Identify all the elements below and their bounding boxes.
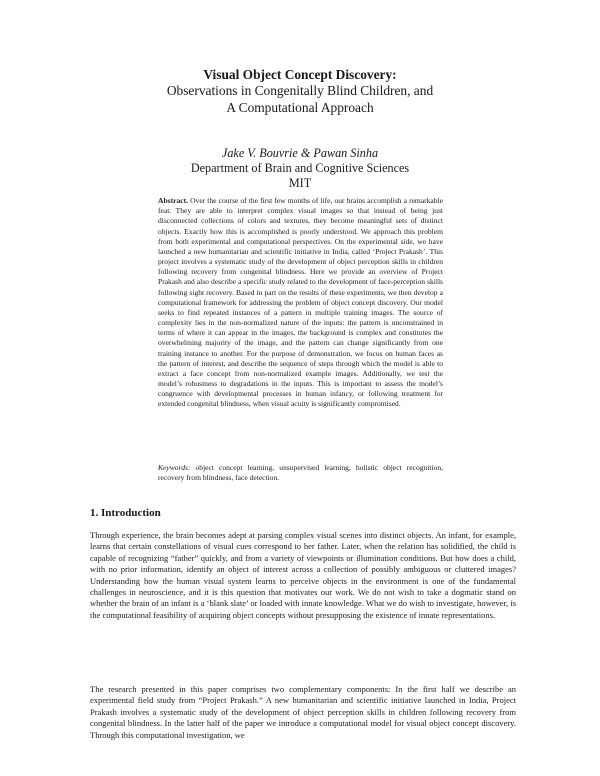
paragraph-text: The research presented in this paper comprises two complementary components: In the first half we describe an experimental field study from “Project Prakash.” A new humanitarian and scientific initiative launched in India, Project Prakash involves a systematic study of the development of object perception skills in children following recovery from congenital blindness. In the latter half of the paper we introduce a computational model for visual object concept discovery. Through this computational investigation, we (90, 684, 516, 740)
body-paragraph (90, 530, 516, 621)
institution: MIT (288, 176, 312, 191)
keywords (158, 463, 443, 483)
paper-subtitle-line: Observations in Congenitally Blind Children, and (166, 83, 434, 98)
paragraph-text: Through experience, the brain becomes adept at parsing complex visual scenes into distinct objects. An infant, for example, learns that certain constellations of visual cues correspond to her father. Later, when the relation has solidified, the child is capable of recognizing “father” quickly, and from a variety of viewpoints or illumination conditions. But how does a child, with no prior information, identify an object of interest across a collection of possibly ambiguous or cluttered images? Understanding how the human visual system learns to perceive objects in the environment is one of the fundamental challenges in neuroscience, and it is this question that motivates our work. We do not wish to take a dogmatic stand on whether the brain of an infant is a ‘blank slate’ or loaded with innate knowledge. What we do wish to investigate, however, is the computational feasibility of acquiring object concepts without presupposing the existence of innate representations. (90, 530, 516, 620)
paper-title: Visual Object Concept Discovery: (203, 67, 397, 82)
abstract (158, 196, 443, 410)
authors: Jake V. Bouvrie & Pawan Sinha (221, 146, 379, 160)
title-block (0, 66, 600, 116)
abstract-text: Over the course of the first few months of life, our brains accomplish a remarkable feat. They are able to interpret complex visual images so that instead of being just disconnected collections of colors and textures, they become meaningful sets of distinct objects. Exactly how this is accomplished is poorly understood. We approach this problem from both experimental and computational perspectives. On the experimental side, we have launched a new humanitarian and scientific initiative in India, called ‘Project Prakash’. This project involves a systematic study of the development of object perception skills in children following recovery from congenital blindness. Here we provide an overview of Project Prakash and also describe a specific study related to the development of face-perception skills following sight recovery. Based in part on the results of these experiments, we then develop a computational framework for addressing the problem of object concept discovery. Our model seeks to find repeated instances of a pattern in multiple training images. The source of complexity lies in the non-normalized nature of the inputs: the pattern is unconstrained in terms of where it can appear in the images, the background is complex and constitutes the overwhelming majority of the image, and the pattern can change significantly from one training instance to another. For the purpose of demonstration, we focus on human faces as the pattern of interest, and describe the sequence of steps through which the model is able to extract a face concept from non-normalized example images. Additionally, we test the model’s robustness to degradations in the inputs. This is important to assess the model’s congruence with developmental processes in human infancy, or following treatment for extended congenital blindness, when visual acuity is significantly compromised. (158, 196, 444, 409)
keywords-label: Keywords: (158, 463, 191, 472)
abstract-label: Abstract. (158, 196, 188, 205)
author-block (0, 146, 600, 192)
section-heading: 1. Introduction (90, 507, 161, 519)
paper-subtitle-line: A Computational Approach (226, 99, 374, 115)
keywords-text: object concept learning, unsupervised learning, holistic object recognition, recovery from blindness, face detection. (158, 463, 443, 483)
body-paragraph (90, 684, 516, 741)
department: Department of Brain and Cognitive Sciences (190, 161, 410, 176)
